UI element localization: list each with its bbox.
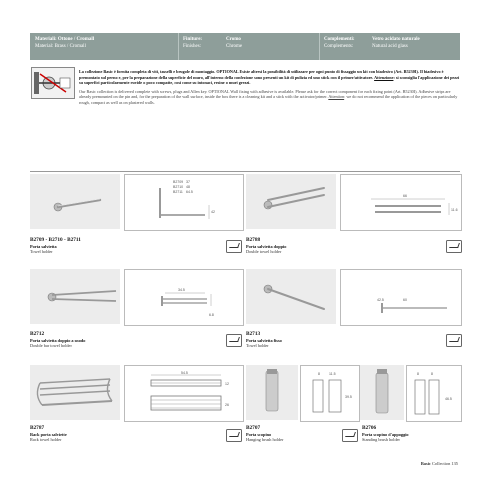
wall-fix-icon <box>226 334 242 347</box>
dim-a: 42.5 <box>377 298 384 302</box>
product-name <box>362 432 409 443</box>
product-photo-b2713 <box>246 269 336 324</box>
tech-drawing-b2713 <box>340 269 462 326</box>
page-number: 135 <box>451 461 458 466</box>
product-code: B2713 <box>246 331 261 337</box>
wall-fix-icon <box>342 429 358 442</box>
tech-drawing-b2787 <box>124 365 244 422</box>
product-code: B2707 <box>246 425 261 431</box>
product-name-it: Porta salvietta doppio a snodo <box>30 338 86 343</box>
product-name-en: Standing brush holder <box>362 437 400 443</box>
dim-code-3: B2711 <box>173 190 183 194</box>
footer-collection: Basic <box>420 461 431 466</box>
finish-value-en: Chrome <box>226 43 243 49</box>
dim-code-1: B2709 <box>173 180 184 184</box>
product-photo-b2712 <box>30 269 120 324</box>
product-name-en: Towel holder <box>30 249 53 255</box>
intro-it-text: La collezione Basic è fornita completa di viti, tasselli e brugole di montaggio. OPTIONAL Esiste altresì la possibilità di utilizzare per ogni punto di fissaggio un kit con biadesivo (Art. B5230I). Il biadesivo è premontato sul perno e, per la preparazione della superficie del muro, all'interno della confezione sono presenti un kit di pulizia ed uno stick con il primer/attivatore. <box>79 69 444 80</box>
dim-w: 34.5 <box>178 288 185 292</box>
product-name <box>246 432 283 443</box>
intro-text <box>79 69 460 106</box>
finish-label-en: Finishes: <box>183 43 202 49</box>
tech-drawing-b2709 <box>124 174 244 231</box>
dim-w: 54.5 <box>181 371 188 375</box>
product-name-en: Double bar towel holder <box>30 343 72 349</box>
spec-header <box>30 33 460 60</box>
dim-a: 8 <box>417 372 419 376</box>
product-name-it: Porta salvietta fisso <box>246 338 282 343</box>
dim-h: 11.6 <box>451 208 458 212</box>
dim-size-3: 64.5 <box>186 190 193 194</box>
complements-col <box>324 37 454 50</box>
intro-en <box>79 89 460 106</box>
product-photo-b2706 <box>360 365 404 420</box>
dim-size-1: 37 <box>186 180 190 184</box>
complements-label-en: Complements: <box>324 43 354 49</box>
tech-drawing-b2788 <box>340 174 462 231</box>
finish-col <box>183 37 283 50</box>
section-rule <box>30 171 460 172</box>
dim-b: 8 <box>431 372 433 376</box>
product-name-it: Porta salvietta doppio <box>246 244 287 249</box>
dim-b: 11.5 <box>329 372 336 376</box>
product-code: B2787 <box>30 425 45 431</box>
product-code: B2709 - B2710 - B2711 <box>30 237 81 243</box>
complements-label: Complementi: <box>324 37 355 42</box>
wall-fixing-icon <box>31 67 75 99</box>
wall-fix-icon <box>226 429 242 442</box>
material-label-en: Material: Brass / Cromall <box>35 43 86 49</box>
material-col <box>35 37 145 50</box>
tech-drawing-b2712 <box>124 269 244 326</box>
tech-drawing-b2706 <box>406 365 462 422</box>
product-name <box>246 244 286 255</box>
product-name <box>30 432 67 443</box>
product-name-en: Towel holder <box>246 343 269 349</box>
complements-value-en: Natural acid glass <box>372 43 408 49</box>
complements-value: Vetro acidato naturale <box>372 37 420 42</box>
intro-en-text: Our Basic collection is delivered complete with screws, plugs and Allen key. OPTIONAL Wall fixing with adhesive is available. Please ask for the correct component for each fixing point (Art. B5230I). Adhesive strips are already premounted on the pin and, for the preparation of the wall surface, inside the box there is a cleaning kit and a stick with the activator/primer. <box>79 88 451 100</box>
dim-size-2: 48 <box>186 185 190 189</box>
intro-it-attention: Attenzione <box>374 74 394 80</box>
product-code: B2712 <box>30 331 45 337</box>
footer-label: Collection <box>432 461 451 466</box>
product-name-it: Rack porta salviette <box>30 432 67 437</box>
header-divider <box>319 33 320 60</box>
material-label: Materiali: Ottone / Cromall <box>35 37 95 42</box>
dim-a: 8 <box>318 372 320 376</box>
product-name <box>246 338 282 349</box>
product-name-en: Double towel holder <box>246 249 282 255</box>
dim-h: 42 <box>211 210 215 214</box>
product-name-it: Porta scopino <box>246 432 272 437</box>
wall-fix-icon <box>446 334 462 347</box>
product-name-it: Porta salvietta <box>30 244 57 249</box>
product-name-en: Rack towel holder <box>30 437 62 443</box>
dim-w: 66 <box>403 194 407 198</box>
dim-b: 60 <box>403 298 407 302</box>
product-code: B2788 <box>246 237 261 243</box>
wall-fix-icon <box>446 240 462 253</box>
page-footer <box>421 461 458 466</box>
product-photo-b2709 <box>30 174 120 229</box>
finish-value: Cromo <box>226 37 241 42</box>
product-photo-b2707 <box>246 365 298 420</box>
product-name-it: Porta scopino d'appoggio <box>362 432 409 437</box>
finish-label: Finiture: <box>183 37 203 42</box>
product-name <box>30 244 57 255</box>
intro-en-attention: Attention <box>328 94 345 100</box>
dim-h: 39.5 <box>345 395 352 399</box>
dim-code-2: B2710 <box>173 185 184 189</box>
product-photo-b2787 <box>30 365 120 420</box>
product-name <box>30 338 85 349</box>
dim-h: 46.5 <box>445 397 452 401</box>
dim-h: 12 <box>225 382 229 386</box>
intro-it-text-2: : si sconsiglia l'applicazione dei pezzi su superfici particolarmente ruvide o poco compatte, così come su intonaci, resine o muri grezzi. <box>79 74 460 86</box>
product-photo-b2788 <box>246 174 336 229</box>
product-code: B2706 <box>362 425 377 431</box>
wall-fix-icon <box>226 240 242 253</box>
intro-it <box>79 69 460 86</box>
header-divider <box>178 33 179 60</box>
dim-d: 26 <box>225 403 229 407</box>
intro-en-text-2: : we do not recommend the application of the pieces on particularly rough, compact as well as on plastered walls. <box>79 94 458 105</box>
tech-drawing-b2707 <box>300 365 360 422</box>
product-name-en: Hanging brush holder <box>246 437 284 443</box>
dim-h: 6.8 <box>209 313 214 317</box>
